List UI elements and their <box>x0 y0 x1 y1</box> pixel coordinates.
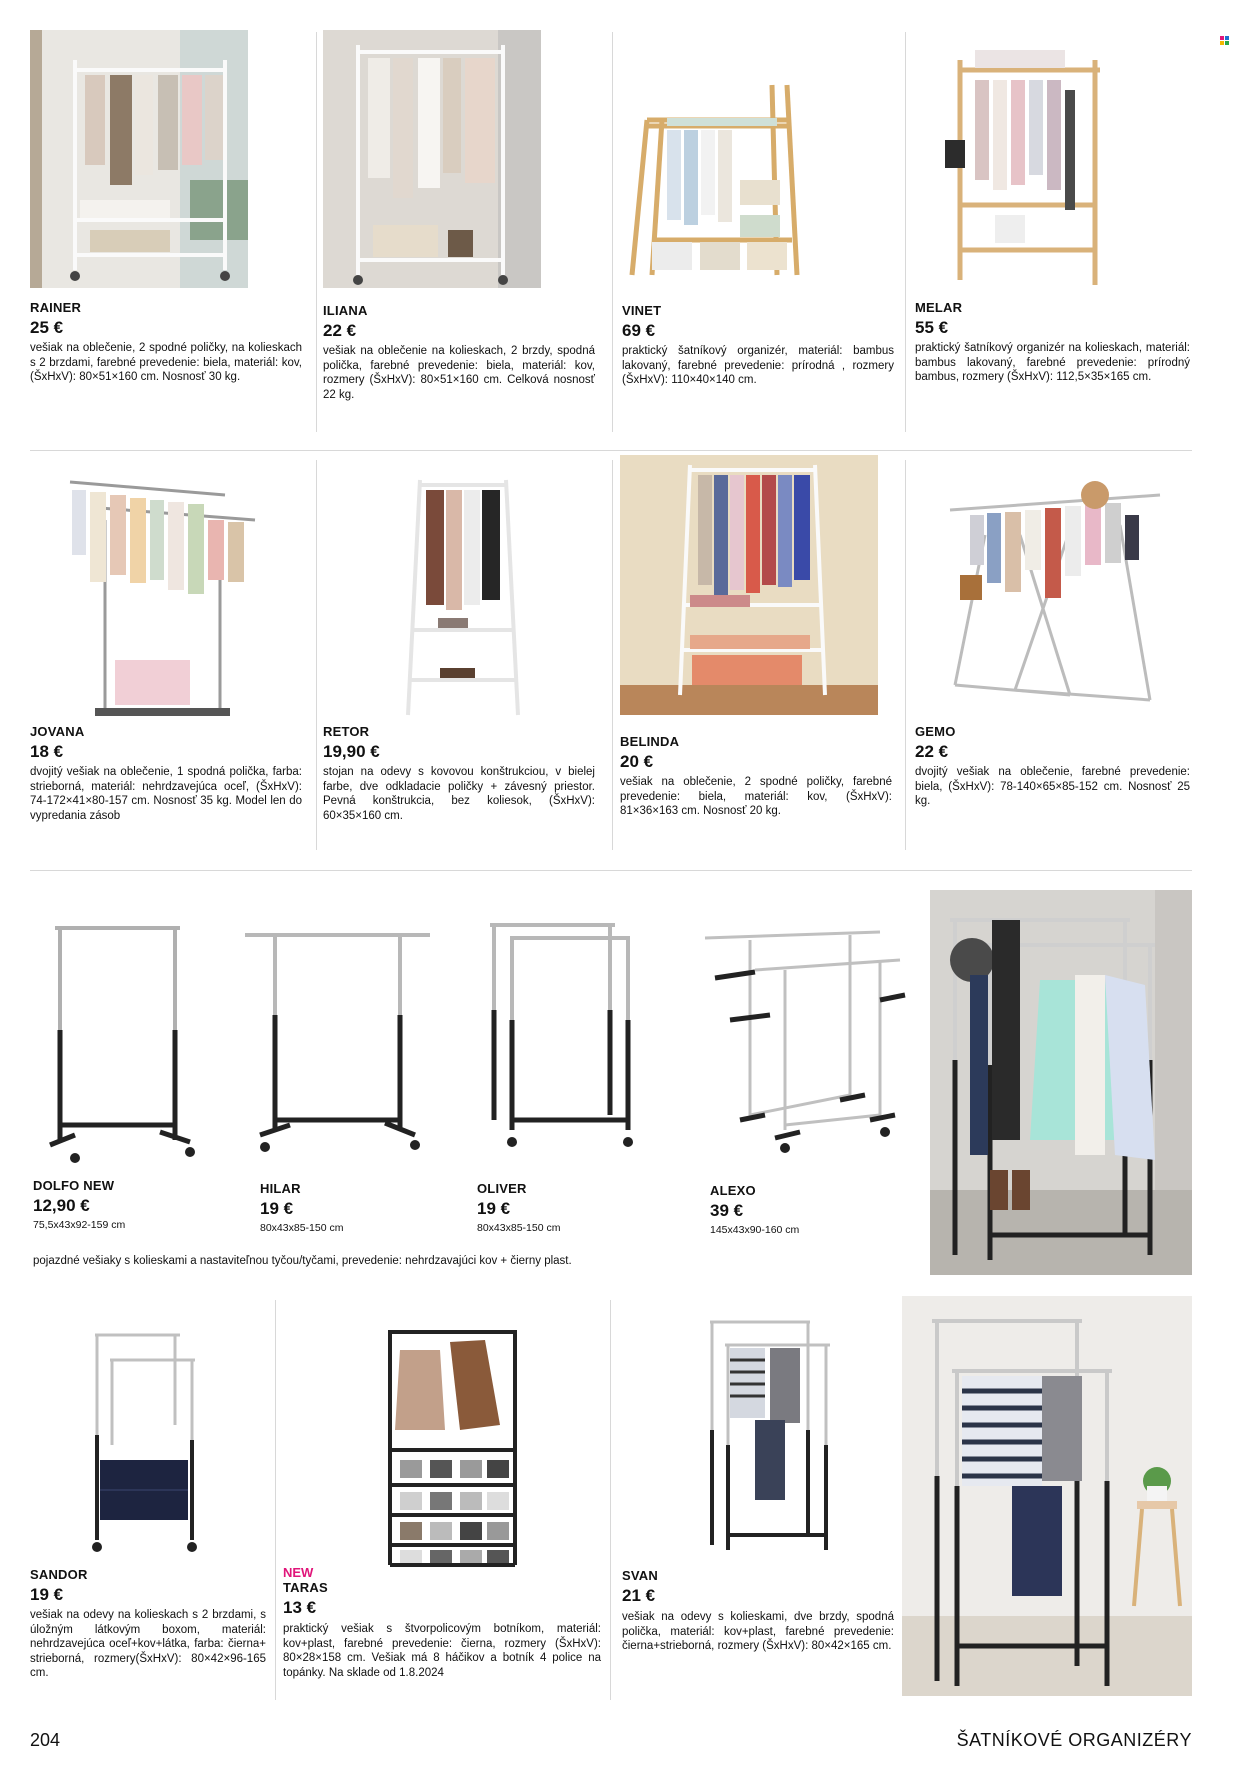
product-description: vešiak na oblečenie na kolieskach, 2 brzdy, spodná polička, farebné prevedenie: biela, materiál: kov, rozmery (ŠxHxV): 80×51×160 cm. Celková nosnosť 22 kg. <box>323 345 595 401</box>
page-number: 204 <box>30 1730 61 1750</box>
product-description: praktický šatníkový organizér na kolieskach, materiál: bambus lakovaný, farebné prevedenie: prírodný bambus, rozmery (ŠxHxV): 112,5×35×165 cm. <box>915 342 1190 383</box>
separator <box>612 460 613 850</box>
product-price: 39 € <box>710 1201 744 1220</box>
vinet-product-image <box>622 30 822 288</box>
product-name: HILAR <box>260 1181 301 1196</box>
product-name: GEMO <box>915 724 956 739</box>
product-price: 25 € <box>30 318 64 337</box>
row4-lifestyle-image <box>902 1296 1192 1696</box>
product-name: RAINER <box>30 300 82 315</box>
separator <box>905 32 906 432</box>
corner-mark <box>1225 41 1229 45</box>
product-name: JOVANA <box>30 724 85 739</box>
separator <box>30 450 1192 451</box>
dolfo-new-product-image <box>30 900 195 1170</box>
product-description: vešiak na odevy na kolieskach s 2 brzdami, s úložným látkovým boxom, materiál: nehrdzavejúca oceľ+kov+látka, farba: čierna+ strieborná, rozmery(ŠxHxV): 80×42×96-165 cm. <box>30 1609 266 1679</box>
product-price: 19,90 € <box>323 742 380 761</box>
row3-lifestyle-image <box>930 890 1192 1275</box>
product-name: VINET <box>622 303 662 318</box>
product-name: SANDOR <box>30 1567 88 1582</box>
product-price: 69 € <box>622 321 656 340</box>
product-price: 12,90 € <box>33 1196 90 1215</box>
belinda-product-image <box>620 455 878 715</box>
taras-product-image <box>375 1320 540 1570</box>
product-dimensions: 80x43x85-150 cm <box>477 1222 561 1234</box>
new-label: NEW <box>283 1565 314 1580</box>
product-name: OLIVER <box>477 1181 527 1196</box>
oliver-product-image <box>480 920 645 1160</box>
section-title: ŠATNÍKOVÉ ORGANIZÉRY <box>956 1730 1192 1750</box>
product-name: BELINDA <box>620 734 680 749</box>
separator <box>610 1300 611 1700</box>
product-dimensions: 145x43x90-160 cm <box>710 1224 800 1236</box>
product-name: TARAS <box>283 1580 328 1595</box>
product-description: praktický vešiak s štvorpolicovým botníkom, materiál: kov+plast, farebné prevedenie: čierna, rozmery (ŠxHxV): 80×28×158 cm. Vešiak má 8 háčikov a botník 4 police na topánky. Na sklade od 1.8.2024 <box>283 1623 601 1679</box>
product-description: dvojitý vešiak na oblečenie, farebné prevedenie: biela, (ŠxHxV): 78-140×65×85-152 cm. Nosnosť 25 kg. <box>915 766 1190 807</box>
product-description: vešiak na oblečenie, 2 spodné poličky, na kolieskach s 2 brzdami, farebné prevedenie: biela, materiál: kov, (ŠxHxV): 80×51×160 cm. Nosnosť 30 kg. <box>30 342 302 383</box>
product-price: 18 € <box>30 742 64 761</box>
svan-product-image <box>700 1310 840 1560</box>
separator <box>316 32 317 432</box>
product-name: SVAN <box>622 1568 658 1583</box>
product-name: ILIANA <box>323 303 368 318</box>
separator <box>275 1300 276 1700</box>
product-price: 55 € <box>915 318 949 337</box>
separator <box>905 460 906 850</box>
product-description: praktický šatníkový organizér, materiál: bambus lakovaný, farebné prevedenie: prírodná , rozmery (ŠxHxV): 110×40×140 cm. <box>622 345 894 386</box>
alexo-product-image <box>700 920 910 1170</box>
product-price: 19 € <box>30 1585 64 1604</box>
product-price: 19 € <box>260 1199 294 1218</box>
corner-mark <box>1220 41 1224 45</box>
product-price: 22 € <box>915 742 949 761</box>
corner-mark <box>1220 36 1224 40</box>
product-description: stojan na odevy s kovovou konštrukciou, v bielej farbe, dve odkladacie poličky + závesný priestor. Pevná konštrukcia, bez koliesok, (ŠxHxV): 60×35×160 cm. <box>323 766 595 822</box>
hilar-product-image <box>245 925 430 1165</box>
corner-mark <box>1225 36 1229 40</box>
rainer-product-image <box>30 30 248 288</box>
product-description: vešiak na odevy s kolieskami, dve brzdy, spodná polička, materiál: kov+plast, farebné prevedenie: čierna+strieborná, rozmery (ŠxHxV): 80×42×165 cm. <box>622 1611 894 1652</box>
separator <box>612 32 613 432</box>
product-description: vešiak na oblečenie, 2 spodné poličky, farebné prevedenie: biela, materiál: kov, (ŠxHxV): 81×36×163 cm. Nosnosť 20 kg. <box>620 776 892 817</box>
product-name: ALEXO <box>710 1183 756 1198</box>
gemo-product-image <box>945 475 1165 715</box>
separator <box>316 460 317 850</box>
sandor-product-image <box>55 1305 255 1560</box>
product-price: 19 € <box>477 1199 511 1218</box>
product-price: 20 € <box>620 752 654 771</box>
separator <box>30 870 1192 871</box>
jovana-product-image <box>60 470 275 720</box>
product-name: DOLFO NEW <box>33 1178 115 1193</box>
retor-product-image <box>398 470 528 720</box>
iliana-product-image <box>323 30 541 288</box>
product-dimensions: 75,5x43x92-159 cm <box>33 1219 126 1231</box>
product-description: dvojitý vešiak na oblečenie, 1 spodná polička, farba: strieborná, materiál: nehrdzavejúca oceľ, (ŠxHxV): 74-172×41×80-157 cm. Nosnosť 35 kg. Model len do vypredania zásob <box>30 766 302 822</box>
shared-description: pojazdné vešiaky s kolieskami a nastaviteľnou tyčou/tyčami, prevedenie: nehrdzavajúci kov + čierny plast. <box>33 1255 572 1267</box>
product-price: 21 € <box>622 1586 656 1605</box>
product-price: 22 € <box>323 321 357 340</box>
product-price: 13 € <box>283 1598 317 1617</box>
product-name: RETOR <box>323 724 370 739</box>
product-name: MELAR <box>915 300 963 315</box>
melar-product-image <box>935 30 1135 298</box>
product-dimensions: 80x43x85-150 cm <box>260 1222 344 1234</box>
